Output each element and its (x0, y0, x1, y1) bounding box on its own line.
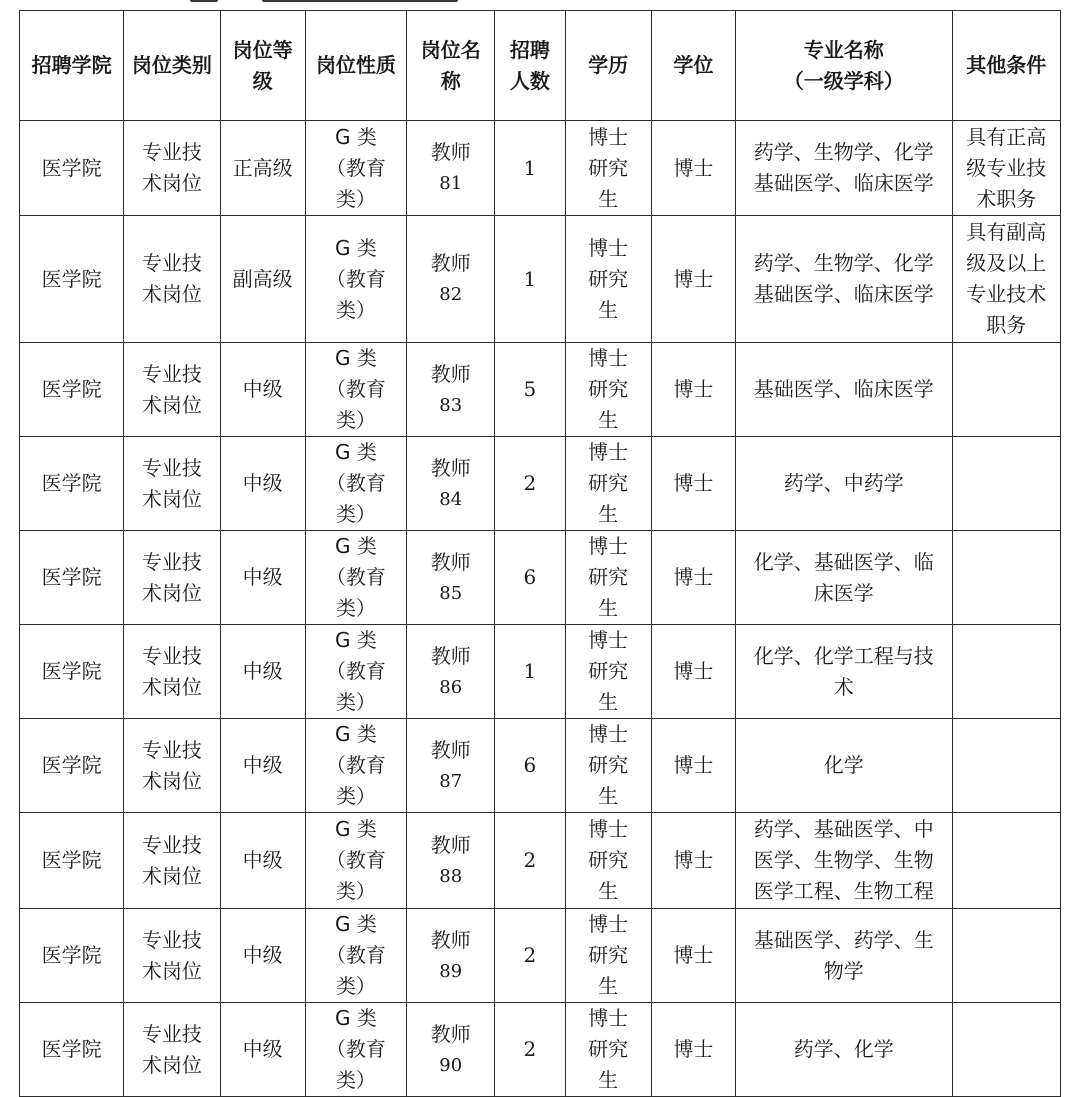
header-level: 岗位等级 (220, 11, 305, 121)
cell-degree: 博士 (651, 813, 735, 909)
cell-count: 2 (495, 437, 565, 531)
position-title: 教师 (430, 832, 471, 857)
cell-nature: G 类（教育类） (305, 437, 406, 531)
cell-level: 中级 (220, 813, 305, 909)
cell-level: 正高级 (220, 121, 305, 216)
cell-degree: 博士 (651, 531, 735, 625)
header-degree: 学位 (651, 11, 735, 121)
cell-other (952, 813, 1060, 909)
cell-nature: G 类（教育类） (305, 343, 406, 437)
cell-major: 基础医学、临床医学 (735, 343, 952, 437)
cell-degree: 博士 (651, 121, 735, 216)
cell-college: 医学院 (20, 625, 124, 719)
cell-major: 化学 (735, 719, 952, 813)
cell-education: 博士研究生 (565, 343, 651, 437)
cell-degree: 博士 (651, 437, 735, 531)
cell-category: 专业技术岗位 (124, 1003, 220, 1097)
cell-position-name (407, 625, 495, 719)
cell-education: 博士研究生 (565, 813, 651, 909)
cell-category: 专业技术岗位 (124, 625, 220, 719)
cell-level: 中级 (220, 343, 305, 437)
cell-position-name (407, 343, 495, 437)
cell-education: 博士研究生 (565, 1003, 651, 1097)
cell-position-name (407, 813, 495, 909)
cell-college: 医学院 (20, 813, 124, 909)
position-code: 84 (439, 488, 463, 510)
cell-category: 专业技术岗位 (124, 437, 220, 531)
position-title: 教师 (430, 737, 471, 762)
cell-nature: G 类（教育类） (305, 813, 406, 909)
cell-position-name (407, 909, 495, 1003)
position-code: 81 (439, 173, 463, 194)
cell-education: 博士研究生 (565, 216, 651, 343)
cell-major: 药学、化学 (735, 1003, 952, 1097)
cell-count: 2 (495, 813, 565, 909)
position-code: 86 (439, 676, 463, 698)
cell-level: 中级 (220, 437, 305, 531)
header-other: 其他条件 (952, 11, 1060, 121)
position-code: 89 (439, 960, 463, 982)
cell-degree: 博士 (651, 343, 735, 437)
cell-position-name (407, 121, 495, 216)
cell-other (952, 909, 1060, 1003)
table-row (20, 343, 1061, 437)
cell-college: 医学院 (20, 531, 124, 625)
header-college: 招聘学院 (20, 11, 124, 121)
cell-category: 专业技术岗位 (124, 216, 220, 343)
table-header-row (20, 11, 1061, 121)
cell-education: 博士研究生 (565, 719, 651, 813)
cell-level: 副高级 (220, 216, 305, 343)
cell-level: 中级 (220, 531, 305, 625)
position-title: 教师 (430, 927, 471, 952)
position-title: 教师 (430, 361, 471, 386)
position-code: 85 (439, 582, 463, 604)
position-code: 90 (439, 1054, 463, 1076)
cell-college: 医学院 (20, 121, 124, 216)
cell-count: 2 (495, 909, 565, 1003)
cell-level: 中级 (220, 719, 305, 813)
table-row (20, 1003, 1061, 1097)
cell-college: 医学院 (20, 216, 124, 343)
cell-nature: G 类（教育类） (305, 121, 406, 216)
cell-education: 博士研究生 (565, 437, 651, 531)
table-row (20, 531, 1061, 625)
cell-nature: G 类（教育类） (305, 216, 406, 343)
cell-degree: 博士 (651, 216, 735, 343)
cell-other (952, 625, 1060, 719)
table-row (20, 813, 1061, 909)
cell-college: 医学院 (20, 719, 124, 813)
position-title: 教师 (430, 643, 471, 668)
header-education: 学历 (565, 11, 651, 121)
cell-position-name (407, 216, 495, 343)
cell-nature: G 类（教育类） (305, 531, 406, 625)
cell-count: 1 (495, 121, 565, 216)
cell-degree: 博士 (651, 1003, 735, 1097)
cell-position-name (407, 437, 495, 531)
position-code: 88 (439, 865, 463, 887)
table-body (20, 121, 1061, 1097)
position-code: 87 (439, 770, 463, 792)
cell-major: 药学、生物学、化学基础医学、临床医学 (735, 121, 952, 216)
table-row (20, 437, 1061, 531)
cell-category: 专业技术岗位 (124, 343, 220, 437)
position-code: 82 (439, 284, 463, 305)
cell-level: 中级 (220, 1003, 305, 1097)
cell-other (952, 343, 1060, 437)
cell-college: 医学院 (20, 437, 124, 531)
cell-major: 基础医学、药学、生物学 (735, 909, 952, 1003)
table-row (20, 216, 1061, 343)
cell-education: 博士研究生 (565, 531, 651, 625)
position-title: 教师 (430, 1021, 471, 1046)
position-code: 83 (439, 394, 463, 416)
cell-other (952, 437, 1060, 531)
table-row (20, 909, 1061, 1003)
cell-nature: G 类（教育类） (305, 625, 406, 719)
position-title: 教师 (430, 455, 471, 480)
cell-major: 化学、化学工程与技术 (735, 625, 952, 719)
cell-college: 医学院 (20, 343, 124, 437)
cell-category: 专业技术岗位 (124, 121, 220, 216)
header-major: 专业名称 （一级学科） (735, 11, 952, 121)
cell-category: 专业技术岗位 (124, 531, 220, 625)
cell-nature: G 类（教育类） (305, 719, 406, 813)
cell-degree: 博士 (651, 625, 735, 719)
cell-position-name (407, 719, 495, 813)
cell-level: 中级 (220, 625, 305, 719)
cell-other (952, 719, 1060, 813)
cell-education: 博士研究生 (565, 121, 651, 216)
cell-nature: G 类（教育类） (305, 909, 406, 1003)
cell-other: 具有副高级及以上专业技术职务 (952, 216, 1060, 343)
recruitment-table (19, 10, 1061, 1097)
cell-degree: 博士 (651, 909, 735, 1003)
cell-position-name (407, 531, 495, 625)
cell-other: 具有正高级专业技术职务 (952, 121, 1060, 216)
cell-count: 6 (495, 531, 565, 625)
table-row (20, 625, 1061, 719)
position-title: 教师 (430, 140, 471, 164)
header-nature: 岗位性质 (305, 11, 406, 121)
cell-position-name (407, 1003, 495, 1097)
cell-count: 1 (495, 216, 565, 343)
table-row (20, 121, 1061, 216)
cell-major: 药学、生物学、化学基础医学、临床医学 (735, 216, 952, 343)
table-row (20, 719, 1061, 813)
cell-major: 药学、基础医学、中医学、生物学、生物医学工程、生物工程 (735, 813, 952, 909)
cell-category: 专业技术岗位 (124, 909, 220, 1003)
cell-other (952, 1003, 1060, 1097)
cell-degree: 博士 (651, 719, 735, 813)
cell-education: 博士研究生 (565, 625, 651, 719)
cropped-heading-fragment (190, 0, 470, 4)
cell-other (952, 531, 1060, 625)
cell-level: 中级 (220, 909, 305, 1003)
cell-college: 医学院 (20, 1003, 124, 1097)
cell-count: 1 (495, 625, 565, 719)
cell-major: 药学、中药学 (735, 437, 952, 531)
cell-major: 化学、基础医学、临床医学 (735, 531, 952, 625)
header-category: 岗位类别 (124, 11, 220, 121)
cell-education: 博士研究生 (565, 909, 651, 1003)
cell-count: 5 (495, 343, 565, 437)
header-count: 招聘人数 (495, 11, 565, 121)
cell-category: 专业技术岗位 (124, 719, 220, 813)
position-title: 教师 (430, 251, 471, 275)
cell-count: 6 (495, 719, 565, 813)
cell-category: 专业技术岗位 (124, 813, 220, 909)
position-title: 教师 (430, 549, 471, 574)
cell-nature: G 类（教育类） (305, 1003, 406, 1097)
cell-college: 医学院 (20, 909, 124, 1003)
header-position-name: 岗位名称 (407, 11, 495, 121)
cell-count: 2 (495, 1003, 565, 1097)
